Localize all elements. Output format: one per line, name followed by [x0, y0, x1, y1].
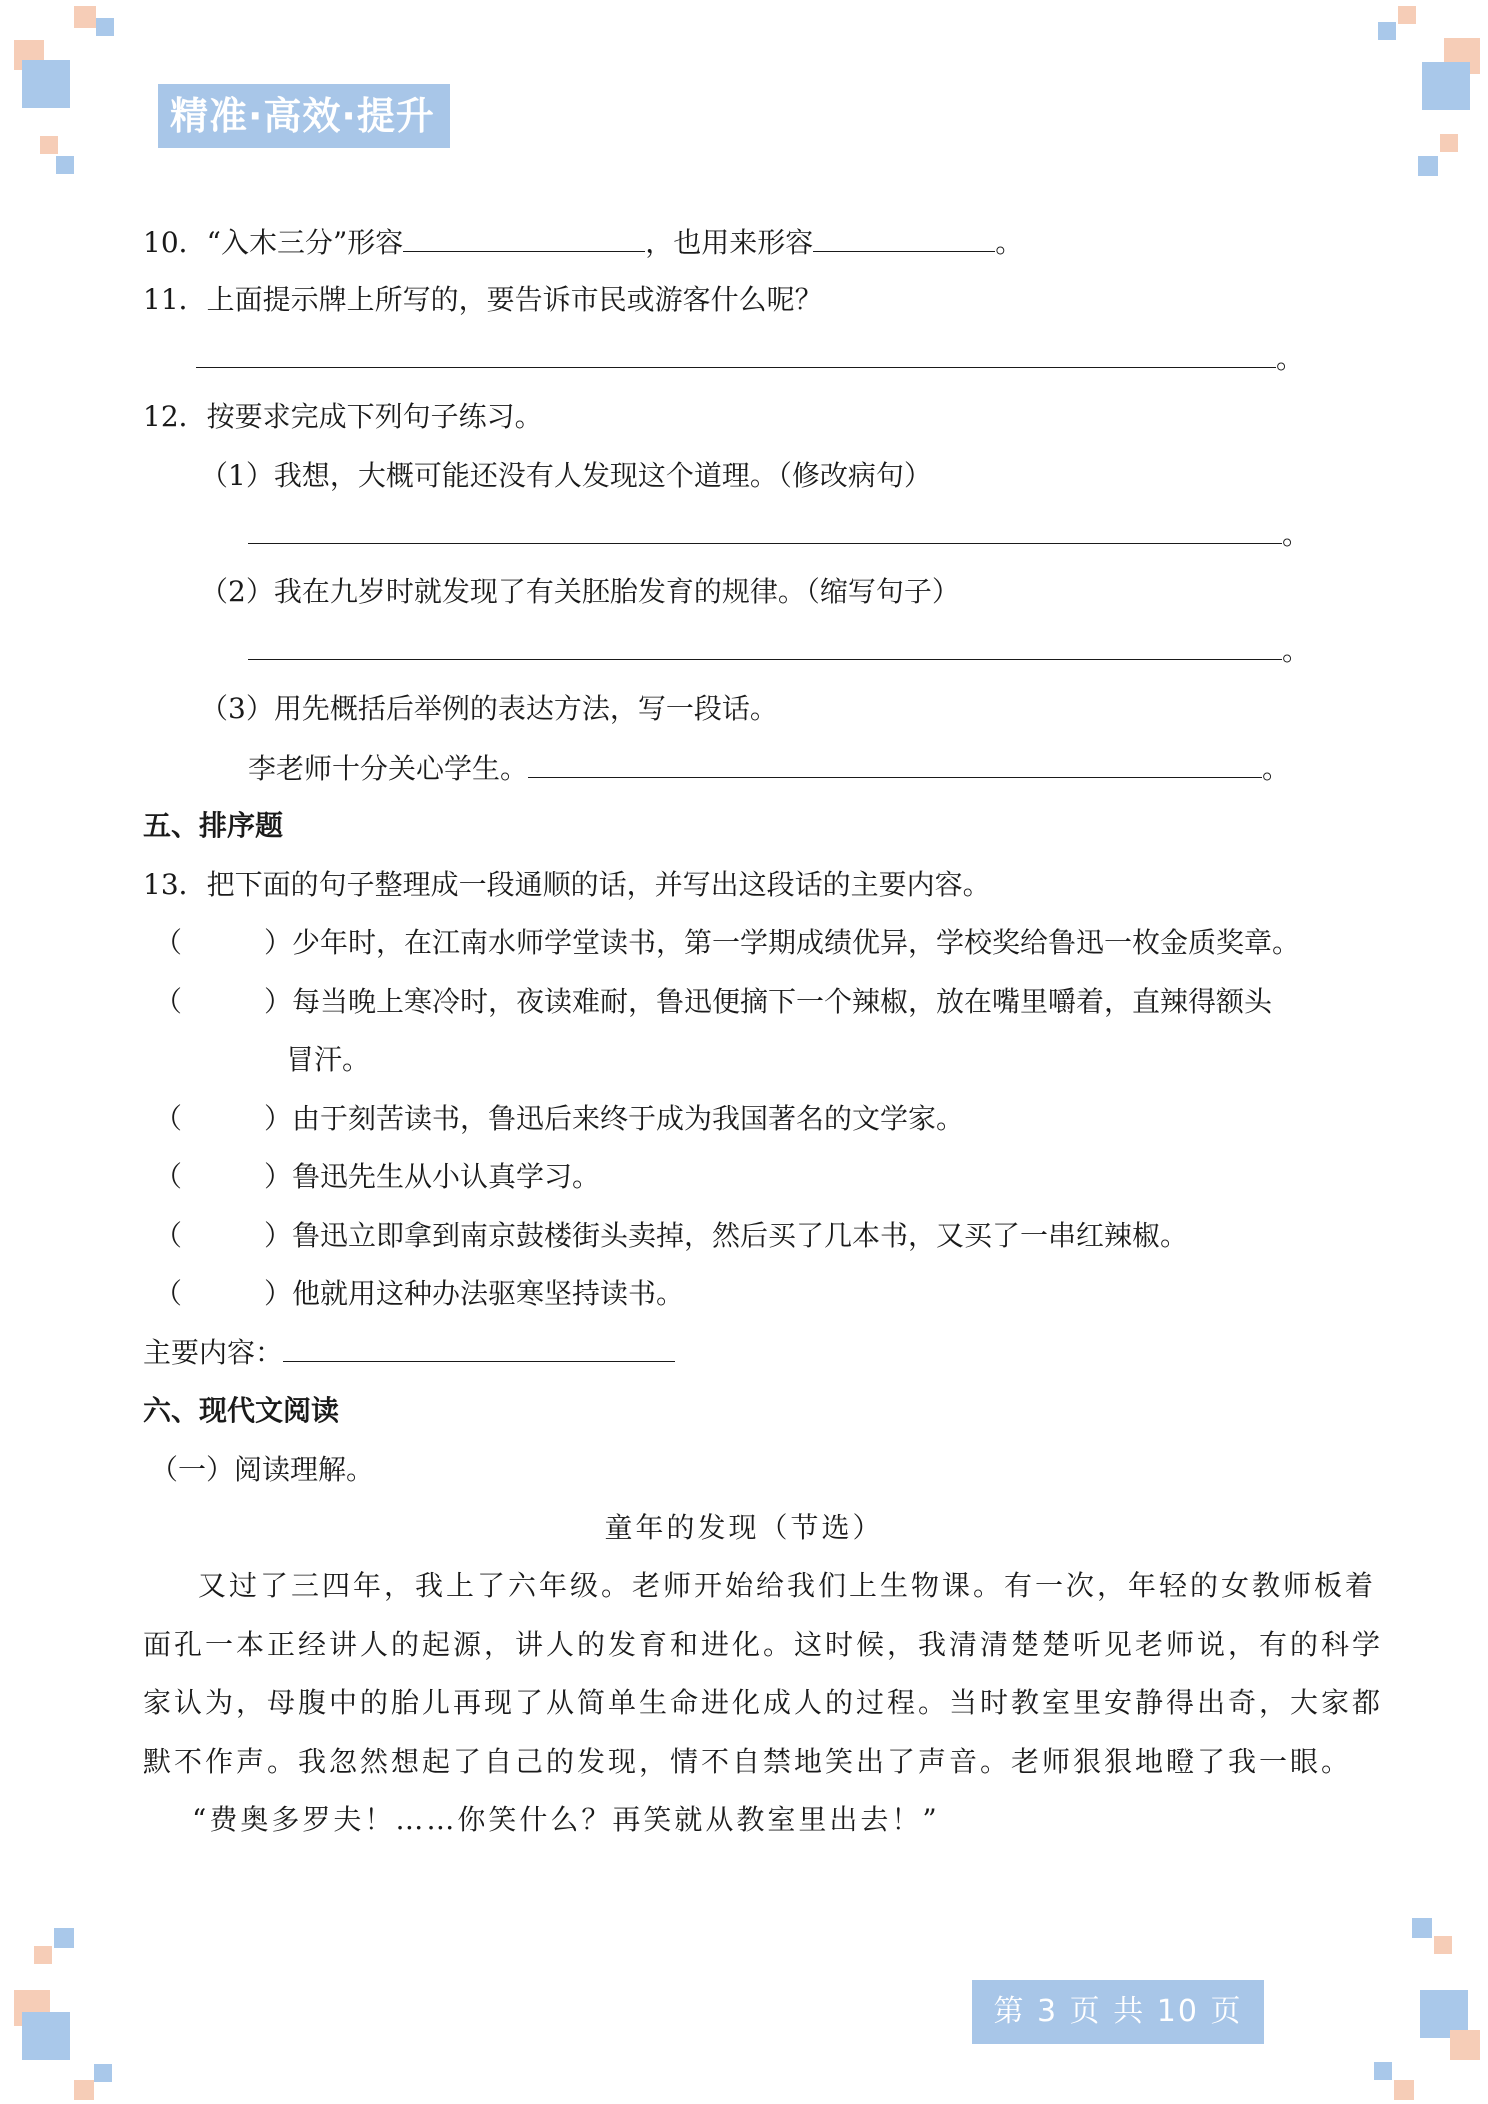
question-12-sub-1: （1）我想，大概可能还没有人发现这个道理。（修改病句） [200, 459, 932, 492]
section-6-subtitle: （一）阅读理解。 [150, 1453, 375, 1486]
punctuation: 。 [1282, 518, 1311, 551]
order-item-continuation: 冒汗。 [286, 1043, 371, 1076]
question-13 [143, 865, 991, 905]
order-item-text: 每当晚上寒冷时，夜读难耐，鲁迅便摘下一个辣椒，放在嘴里嚼着，直辣得额头 [292, 985, 1273, 1018]
order-item-text: 他就用这种办法驱寒坚持读书。 [292, 1277, 685, 1310]
answer-blank[interactable] [196, 338, 1276, 368]
question-text: “入木三分”形容 [206, 226, 404, 259]
order-blank[interactable]: （ ） [154, 1160, 293, 1193]
section-6-title: 六、现代文阅读 [143, 1394, 340, 1427]
order-item-text: 少年时，在江南水师学堂读书，第一学期成绩优异，学校奖给鲁迅一枚金质奖章。 [292, 926, 1301, 959]
question-number: 10． [143, 226, 207, 259]
order-blank[interactable]: （ ） [154, 926, 293, 959]
question-12-sub-2: （2）我在九岁时就发现了有关胚胎发育的规律。（缩写句子） [200, 575, 960, 608]
answer-line-12-3 [248, 748, 1290, 789]
order-blank[interactable]: （ ） [154, 1277, 293, 1310]
page-indicator: 第 3 页 共 10 页 [972, 1980, 1264, 2044]
prompt-text: 李老师十分关心学生。 [248, 752, 529, 785]
order-blank[interactable]: （ ） [154, 1219, 293, 1252]
order-blank[interactable]: （ ） [154, 985, 293, 1018]
answer-blank[interactable] [528, 748, 1262, 778]
answer-line-12-2 [248, 630, 1310, 671]
question-text: ，也用来形容 [645, 226, 814, 259]
passage-line: “费奥多罗夫！……你笑什么？再笑就从教室里出去！” [192, 1803, 940, 1836]
passage-line: 面孔一本正经讲人的起源，讲人的发育和进化。这时候，我清清楚楚听见老师说，有的科学 [143, 1628, 1384, 1661]
question-number: 13． [143, 868, 207, 901]
order-item [154, 1157, 600, 1197]
question-12 [143, 397, 543, 437]
answer-line-12-1 [248, 514, 1310, 555]
order-item-text: 由于刻苦读书，鲁迅后来终于成为我国著名的文学家。 [292, 1102, 965, 1135]
order-item [154, 1099, 964, 1139]
answer-blank[interactable] [813, 222, 995, 252]
section-5-title: 五、排序题 [143, 809, 284, 842]
question-11 [143, 280, 823, 320]
order-item [154, 982, 1272, 1022]
answer-line-11 [196, 338, 1304, 379]
passage-title: 童年的发现（节选） [604, 1511, 884, 1544]
answer-blank[interactable] [248, 630, 1282, 660]
summary-line [143, 1332, 675, 1373]
question-number: 11． [143, 283, 207, 316]
punctuation: 。 [1282, 634, 1311, 667]
order-item [154, 1216, 1188, 1256]
order-item-text: 鲁迅立即拿到南京鼓楼街头卖掉，然后买了几本书，又买了一串红辣椒。 [292, 1219, 1189, 1252]
question-text: 按要求完成下列句子练习。 [206, 400, 543, 433]
header-banner: 精准·高效·提升 [158, 84, 450, 148]
order-item-text: 鲁迅先生从小认真学习。 [292, 1160, 601, 1193]
answer-blank[interactable] [248, 514, 1282, 544]
passage-line: 又过了三四年，我上了六年级。老师开始给我们上生物课。有一次，年轻的女教师板着 [198, 1569, 1377, 1602]
question-number: 12． [143, 400, 207, 433]
question-text: 上面提示牌上所写的，要告诉市民或游客什么呢？ [206, 283, 823, 316]
punctuation: 。 [995, 226, 1024, 259]
summary-label: 主要内容： [143, 1336, 284, 1369]
punctuation: 。 [1276, 342, 1305, 375]
passage-line: 家认为，母腹中的胎儿再现了从简单生命进化成人的过程。当时教室里安静得出奇，大家都 [143, 1686, 1384, 1719]
order-blank[interactable]: （ ） [154, 1102, 293, 1135]
passage-line: 默不作声。我忽然想起了自己的发现，情不自禁地笑出了声音。老师狠狠地瞪了我一眼。 [143, 1745, 1353, 1778]
order-item [154, 1274, 684, 1314]
punctuation: 。 [1262, 752, 1291, 785]
answer-blank[interactable] [403, 222, 645, 252]
question-10 [143, 222, 1023, 263]
question-text: 把下面的句子整理成一段通顺的话，并写出这段话的主要内容。 [206, 868, 991, 901]
question-12-sub-3: （3）用先概括后举例的表达方法，写一段话。 [200, 692, 778, 725]
summary-blank[interactable] [283, 1332, 675, 1362]
order-item [154, 923, 1300, 963]
